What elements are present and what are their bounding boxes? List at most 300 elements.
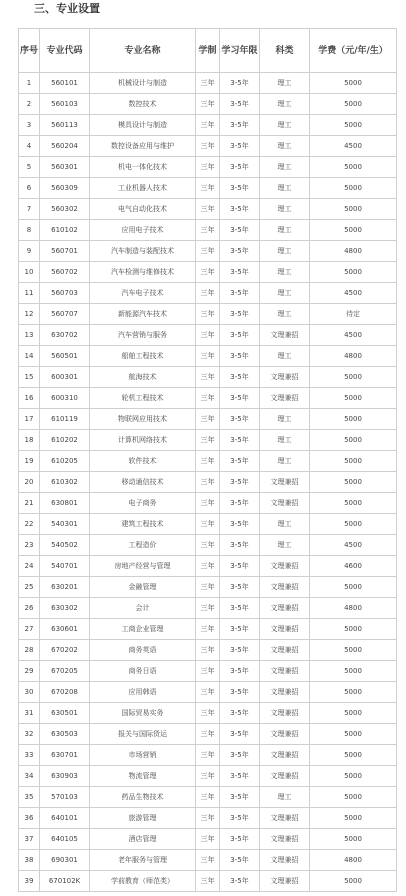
cell-fee: 5000 bbox=[310, 157, 397, 178]
cell-name: 机械设计与制造 bbox=[90, 73, 196, 94]
cell-study-years: 3-5年 bbox=[220, 136, 260, 157]
cell-no: 6 bbox=[19, 178, 40, 199]
cell-code: 630701 bbox=[40, 745, 90, 766]
cell-duration: 三年 bbox=[196, 262, 220, 283]
cell-category: 文理兼招 bbox=[260, 388, 310, 409]
cell-code: 560302 bbox=[40, 199, 90, 220]
cell-name: 电气自动化技术 bbox=[90, 199, 196, 220]
cell-category: 理工 bbox=[260, 451, 310, 472]
cell-code: 670102K bbox=[40, 871, 90, 892]
cell-fee: 5000 bbox=[310, 388, 397, 409]
cell-duration: 三年 bbox=[196, 850, 220, 871]
cell-no: 17 bbox=[19, 409, 40, 430]
cell-study-years: 3-5年 bbox=[220, 199, 260, 220]
cell-code: 670208 bbox=[40, 682, 90, 703]
cell-fee: 5000 bbox=[310, 808, 397, 829]
cell-no: 21 bbox=[19, 493, 40, 514]
cell-study-years: 3-5年 bbox=[220, 409, 260, 430]
cell-category: 文理兼招 bbox=[260, 493, 310, 514]
cell-fee: 5000 bbox=[310, 115, 397, 136]
cell-code: 560301 bbox=[40, 157, 90, 178]
cell-name: 模具设计与制造 bbox=[90, 115, 196, 136]
table-row bbox=[19, 367, 397, 388]
cell-duration: 三年 bbox=[196, 304, 220, 325]
majors-table bbox=[18, 28, 397, 892]
cell-study-years: 3-5年 bbox=[220, 745, 260, 766]
cell-category: 理工 bbox=[260, 535, 310, 556]
cell-category: 文理兼招 bbox=[260, 661, 310, 682]
cell-duration: 三年 bbox=[196, 178, 220, 199]
cell-code: 540301 bbox=[40, 514, 90, 535]
cell-name: 汽车制造与装配技术 bbox=[90, 241, 196, 262]
cell-fee: 5000 bbox=[310, 493, 397, 514]
cell-study-years: 3-5年 bbox=[220, 220, 260, 241]
cell-fee: 5000 bbox=[310, 661, 397, 682]
header-study-years: 学习年限 bbox=[220, 29, 260, 73]
cell-fee: 5000 bbox=[310, 409, 397, 430]
cell-no: 34 bbox=[19, 766, 40, 787]
cell-study-years: 3-5年 bbox=[220, 724, 260, 745]
cell-duration: 三年 bbox=[196, 136, 220, 157]
cell-study-years: 3-5年 bbox=[220, 94, 260, 115]
cell-duration: 三年 bbox=[196, 535, 220, 556]
table-row bbox=[19, 682, 397, 703]
cell-study-years: 3-5年 bbox=[220, 178, 260, 199]
cell-code: 540502 bbox=[40, 535, 90, 556]
cell-name: 应用韩语 bbox=[90, 682, 196, 703]
cell-study-years: 3-5年 bbox=[220, 682, 260, 703]
cell-fee: 5000 bbox=[310, 451, 397, 472]
cell-duration: 三年 bbox=[196, 283, 220, 304]
cell-fee: 5000 bbox=[310, 745, 397, 766]
cell-duration: 三年 bbox=[196, 472, 220, 493]
cell-name: 移动通信技术 bbox=[90, 472, 196, 493]
table-row bbox=[19, 514, 397, 535]
header-fee: 学费（元/年/生） bbox=[310, 29, 397, 73]
table-row bbox=[19, 745, 397, 766]
cell-fee: 5000 bbox=[310, 787, 397, 808]
cell-no: 15 bbox=[19, 367, 40, 388]
cell-code: 610302 bbox=[40, 472, 90, 493]
cell-duration: 三年 bbox=[196, 325, 220, 346]
cell-fee: 5000 bbox=[310, 766, 397, 787]
table-row bbox=[19, 724, 397, 745]
cell-name: 金融管理 bbox=[90, 577, 196, 598]
table-row bbox=[19, 94, 397, 115]
cell-fee: 4800 bbox=[310, 850, 397, 871]
cell-no: 20 bbox=[19, 472, 40, 493]
table-row bbox=[19, 766, 397, 787]
cell-study-years: 3-5年 bbox=[220, 304, 260, 325]
cell-code: 670205 bbox=[40, 661, 90, 682]
table-row bbox=[19, 598, 397, 619]
cell-no: 33 bbox=[19, 745, 40, 766]
cell-name: 应用电子技术 bbox=[90, 220, 196, 241]
cell-duration: 三年 bbox=[196, 493, 220, 514]
cell-no: 35 bbox=[19, 787, 40, 808]
cell-category: 文理兼招 bbox=[260, 556, 310, 577]
cell-name: 汽车电子技术 bbox=[90, 283, 196, 304]
cell-category: 文理兼招 bbox=[260, 367, 310, 388]
cell-duration: 三年 bbox=[196, 556, 220, 577]
cell-no: 9 bbox=[19, 241, 40, 262]
cell-name: 国际贸易实务 bbox=[90, 703, 196, 724]
cell-code: 560703 bbox=[40, 283, 90, 304]
cell-duration: 三年 bbox=[196, 829, 220, 850]
cell-code: 630702 bbox=[40, 325, 90, 346]
cell-category: 理工 bbox=[260, 199, 310, 220]
table-row bbox=[19, 787, 397, 808]
cell-no: 3 bbox=[19, 115, 40, 136]
cell-code: 630201 bbox=[40, 577, 90, 598]
cell-code: 640105 bbox=[40, 829, 90, 850]
cell-duration: 三年 bbox=[196, 787, 220, 808]
cell-name: 物流管理 bbox=[90, 766, 196, 787]
cell-study-years: 3-5年 bbox=[220, 493, 260, 514]
cell-study-years: 3-5年 bbox=[220, 619, 260, 640]
cell-duration: 三年 bbox=[196, 451, 220, 472]
cell-category: 理工 bbox=[260, 220, 310, 241]
cell-code: 560309 bbox=[40, 178, 90, 199]
cell-fee: 4500 bbox=[310, 325, 397, 346]
cell-study-years: 3-5年 bbox=[220, 808, 260, 829]
cell-fee: 4500 bbox=[310, 535, 397, 556]
cell-fee: 4500 bbox=[310, 136, 397, 157]
cell-fee: 5000 bbox=[310, 703, 397, 724]
table-row bbox=[19, 535, 397, 556]
table-row bbox=[19, 871, 397, 892]
cell-name: 老年服务与管理 bbox=[90, 850, 196, 871]
cell-category: 文理兼招 bbox=[260, 577, 310, 598]
cell-name: 市场营销 bbox=[90, 745, 196, 766]
cell-duration: 三年 bbox=[196, 73, 220, 94]
cell-duration: 三年 bbox=[196, 94, 220, 115]
cell-study-years: 3-5年 bbox=[220, 283, 260, 304]
cell-duration: 三年 bbox=[196, 241, 220, 262]
cell-duration: 三年 bbox=[196, 430, 220, 451]
table-row bbox=[19, 409, 397, 430]
cell-category: 文理兼招 bbox=[260, 745, 310, 766]
cell-name: 汽车检测与维修技术 bbox=[90, 262, 196, 283]
cell-duration: 三年 bbox=[196, 157, 220, 178]
cell-fee: 4800 bbox=[310, 598, 397, 619]
cell-name: 工业机器人技术 bbox=[90, 178, 196, 199]
table-row bbox=[19, 346, 397, 367]
cell-no: 19 bbox=[19, 451, 40, 472]
table-body bbox=[19, 73, 397, 892]
table-row bbox=[19, 703, 397, 724]
cell-category: 理工 bbox=[260, 262, 310, 283]
cell-fee: 5000 bbox=[310, 73, 397, 94]
header-code: 专业代码 bbox=[40, 29, 90, 73]
cell-no: 1 bbox=[19, 73, 40, 94]
cell-fee: 5000 bbox=[310, 178, 397, 199]
cell-fee: 5000 bbox=[310, 199, 397, 220]
cell-no: 28 bbox=[19, 640, 40, 661]
cell-name: 船舶工程技术 bbox=[90, 346, 196, 367]
cell-study-years: 3-5年 bbox=[220, 514, 260, 535]
cell-no: 24 bbox=[19, 556, 40, 577]
cell-category: 文理兼招 bbox=[260, 598, 310, 619]
cell-study-years: 3-5年 bbox=[220, 661, 260, 682]
cell-code: 640101 bbox=[40, 808, 90, 829]
table-row bbox=[19, 829, 397, 850]
cell-duration: 三年 bbox=[196, 808, 220, 829]
cell-study-years: 3-5年 bbox=[220, 577, 260, 598]
table-row bbox=[19, 304, 397, 325]
cell-duration: 三年 bbox=[196, 199, 220, 220]
table-row bbox=[19, 115, 397, 136]
cell-duration: 三年 bbox=[196, 703, 220, 724]
table-row bbox=[19, 388, 397, 409]
cell-name: 数控设备应用与维护 bbox=[90, 136, 196, 157]
cell-code: 630801 bbox=[40, 493, 90, 514]
cell-fee: 5000 bbox=[310, 430, 397, 451]
header-row bbox=[19, 29, 397, 73]
cell-code: 560707 bbox=[40, 304, 90, 325]
cell-code: 560701 bbox=[40, 241, 90, 262]
cell-code: 560702 bbox=[40, 262, 90, 283]
cell-code: 670202 bbox=[40, 640, 90, 661]
cell-category: 文理兼招 bbox=[260, 808, 310, 829]
cell-name: 电子商务 bbox=[90, 493, 196, 514]
cell-no: 30 bbox=[19, 682, 40, 703]
cell-code: 610119 bbox=[40, 409, 90, 430]
cell-study-years: 3-5年 bbox=[220, 451, 260, 472]
cell-name: 物联网应用技术 bbox=[90, 409, 196, 430]
cell-category: 理工 bbox=[260, 346, 310, 367]
cell-name: 会计 bbox=[90, 598, 196, 619]
cell-no: 32 bbox=[19, 724, 40, 745]
cell-study-years: 3-5年 bbox=[220, 472, 260, 493]
cell-fee: 待定 bbox=[310, 304, 397, 325]
cell-category: 文理兼招 bbox=[260, 682, 310, 703]
cell-code: 560204 bbox=[40, 136, 90, 157]
cell-duration: 三年 bbox=[196, 409, 220, 430]
cell-fee: 4800 bbox=[310, 346, 397, 367]
table-row bbox=[19, 430, 397, 451]
cell-name: 酒店管理 bbox=[90, 829, 196, 850]
cell-no: 37 bbox=[19, 829, 40, 850]
table-row bbox=[19, 472, 397, 493]
cell-fee: 4500 bbox=[310, 283, 397, 304]
table-row bbox=[19, 199, 397, 220]
cell-category: 文理兼招 bbox=[260, 871, 310, 892]
cell-name: 建筑工程技术 bbox=[90, 514, 196, 535]
cell-code: 610202 bbox=[40, 430, 90, 451]
cell-name: 报关与国际货运 bbox=[90, 724, 196, 745]
table-row bbox=[19, 493, 397, 514]
cell-category: 理工 bbox=[260, 514, 310, 535]
cell-category: 理工 bbox=[260, 409, 310, 430]
cell-name: 商务日语 bbox=[90, 661, 196, 682]
cell-code: 570103 bbox=[40, 787, 90, 808]
cell-duration: 三年 bbox=[196, 388, 220, 409]
cell-no: 12 bbox=[19, 304, 40, 325]
cell-duration: 三年 bbox=[196, 577, 220, 598]
cell-fee: 5000 bbox=[310, 577, 397, 598]
table-row bbox=[19, 220, 397, 241]
section-heading: 三、专业设置 bbox=[34, 2, 100, 15]
cell-study-years: 3-5年 bbox=[220, 325, 260, 346]
cell-category: 理工 bbox=[260, 178, 310, 199]
cell-study-years: 3-5年 bbox=[220, 871, 260, 892]
cell-fee: 5000 bbox=[310, 514, 397, 535]
cell-category: 文理兼招 bbox=[260, 472, 310, 493]
table-row bbox=[19, 283, 397, 304]
cell-study-years: 3-5年 bbox=[220, 430, 260, 451]
cell-no: 14 bbox=[19, 346, 40, 367]
cell-study-years: 3-5年 bbox=[220, 241, 260, 262]
cell-study-years: 3-5年 bbox=[220, 703, 260, 724]
cell-category: 文理兼招 bbox=[260, 619, 310, 640]
cell-duration: 三年 bbox=[196, 598, 220, 619]
cell-name: 学前教育（师范类） bbox=[90, 871, 196, 892]
table-row bbox=[19, 325, 397, 346]
table-row bbox=[19, 808, 397, 829]
table-row bbox=[19, 136, 397, 157]
cell-fee: 5000 bbox=[310, 220, 397, 241]
cell-category: 理工 bbox=[260, 73, 310, 94]
cell-code: 630503 bbox=[40, 724, 90, 745]
header-name: 专业名称 bbox=[90, 29, 196, 73]
cell-code: 600310 bbox=[40, 388, 90, 409]
table-row bbox=[19, 577, 397, 598]
cell-category: 理工 bbox=[260, 94, 310, 115]
table-header bbox=[19, 29, 397, 73]
cell-code: 630302 bbox=[40, 598, 90, 619]
cell-study-years: 3-5年 bbox=[220, 535, 260, 556]
cell-name: 工商企业管理 bbox=[90, 619, 196, 640]
cell-code: 560501 bbox=[40, 346, 90, 367]
table-row bbox=[19, 73, 397, 94]
cell-fee: 5000 bbox=[310, 829, 397, 850]
table-row bbox=[19, 661, 397, 682]
cell-study-years: 3-5年 bbox=[220, 829, 260, 850]
cell-no: 5 bbox=[19, 157, 40, 178]
cell-no: 31 bbox=[19, 703, 40, 724]
cell-fee: 4800 bbox=[310, 241, 397, 262]
cell-category: 理工 bbox=[260, 304, 310, 325]
cell-category: 理工 bbox=[260, 430, 310, 451]
table-row bbox=[19, 262, 397, 283]
cell-category: 文理兼招 bbox=[260, 766, 310, 787]
table-row bbox=[19, 640, 397, 661]
cell-code: 540701 bbox=[40, 556, 90, 577]
cell-code: 630601 bbox=[40, 619, 90, 640]
cell-study-years: 3-5年 bbox=[220, 73, 260, 94]
cell-no: 36 bbox=[19, 808, 40, 829]
cell-fee: 5000 bbox=[310, 871, 397, 892]
cell-study-years: 3-5年 bbox=[220, 157, 260, 178]
cell-name: 工程造价 bbox=[90, 535, 196, 556]
cell-duration: 三年 bbox=[196, 661, 220, 682]
cell-no: 38 bbox=[19, 850, 40, 871]
cell-category: 文理兼招 bbox=[260, 640, 310, 661]
cell-category: 理工 bbox=[260, 136, 310, 157]
cell-duration: 三年 bbox=[196, 871, 220, 892]
table-row bbox=[19, 556, 397, 577]
cell-duration: 三年 bbox=[196, 619, 220, 640]
cell-category: 理工 bbox=[260, 115, 310, 136]
cell-no: 29 bbox=[19, 661, 40, 682]
cell-fee: 5000 bbox=[310, 682, 397, 703]
table-row bbox=[19, 850, 397, 871]
table-row bbox=[19, 241, 397, 262]
cell-name: 房地产经营与管理 bbox=[90, 556, 196, 577]
cell-name: 轮机工程技术 bbox=[90, 388, 196, 409]
cell-category: 理工 bbox=[260, 787, 310, 808]
cell-code: 630501 bbox=[40, 703, 90, 724]
cell-fee: 4600 bbox=[310, 556, 397, 577]
cell-code: 610102 bbox=[40, 220, 90, 241]
cell-no: 7 bbox=[19, 199, 40, 220]
cell-study-years: 3-5年 bbox=[220, 598, 260, 619]
cell-no: 2 bbox=[19, 94, 40, 115]
cell-name: 机电一体化技术 bbox=[90, 157, 196, 178]
cell-no: 8 bbox=[19, 220, 40, 241]
cell-name: 药品生物技术 bbox=[90, 787, 196, 808]
cell-code: 560103 bbox=[40, 94, 90, 115]
cell-code: 560113 bbox=[40, 115, 90, 136]
cell-fee: 5000 bbox=[310, 472, 397, 493]
cell-no: 4 bbox=[19, 136, 40, 157]
cell-fee: 5000 bbox=[310, 640, 397, 661]
cell-name: 新能源汽车技术 bbox=[90, 304, 196, 325]
cell-category: 理工 bbox=[260, 241, 310, 262]
cell-name: 商务英语 bbox=[90, 640, 196, 661]
cell-duration: 三年 bbox=[196, 514, 220, 535]
cell-study-years: 3-5年 bbox=[220, 766, 260, 787]
cell-fee: 5000 bbox=[310, 262, 397, 283]
cell-study-years: 3-5年 bbox=[220, 388, 260, 409]
cell-duration: 三年 bbox=[196, 367, 220, 388]
cell-study-years: 3-5年 bbox=[220, 115, 260, 136]
cell-name: 航海技术 bbox=[90, 367, 196, 388]
cell-no: 16 bbox=[19, 388, 40, 409]
cell-name: 计算机网络技术 bbox=[90, 430, 196, 451]
cell-duration: 三年 bbox=[196, 724, 220, 745]
cell-study-years: 3-5年 bbox=[220, 640, 260, 661]
cell-duration: 三年 bbox=[196, 745, 220, 766]
cell-fee: 5000 bbox=[310, 724, 397, 745]
cell-category: 理工 bbox=[260, 157, 310, 178]
cell-category: 文理兼招 bbox=[260, 850, 310, 871]
cell-code: 690301 bbox=[40, 850, 90, 871]
cell-no: 27 bbox=[19, 619, 40, 640]
cell-duration: 三年 bbox=[196, 115, 220, 136]
table-row bbox=[19, 619, 397, 640]
cell-name: 旅游管理 bbox=[90, 808, 196, 829]
cell-code: 600301 bbox=[40, 367, 90, 388]
cell-no: 18 bbox=[19, 430, 40, 451]
header-category: 科类 bbox=[260, 29, 310, 73]
cell-category: 文理兼招 bbox=[260, 325, 310, 346]
cell-study-years: 3-5年 bbox=[220, 787, 260, 808]
cell-no: 13 bbox=[19, 325, 40, 346]
table-row bbox=[19, 451, 397, 472]
cell-fee: 5000 bbox=[310, 94, 397, 115]
cell-duration: 三年 bbox=[196, 766, 220, 787]
cell-no: 39 bbox=[19, 871, 40, 892]
cell-name: 软件技术 bbox=[90, 451, 196, 472]
cell-fee: 5000 bbox=[310, 367, 397, 388]
cell-duration: 三年 bbox=[196, 682, 220, 703]
cell-no: 22 bbox=[19, 514, 40, 535]
cell-no: 23 bbox=[19, 535, 40, 556]
cell-code: 560101 bbox=[40, 73, 90, 94]
header-no: 序号 bbox=[19, 29, 40, 73]
